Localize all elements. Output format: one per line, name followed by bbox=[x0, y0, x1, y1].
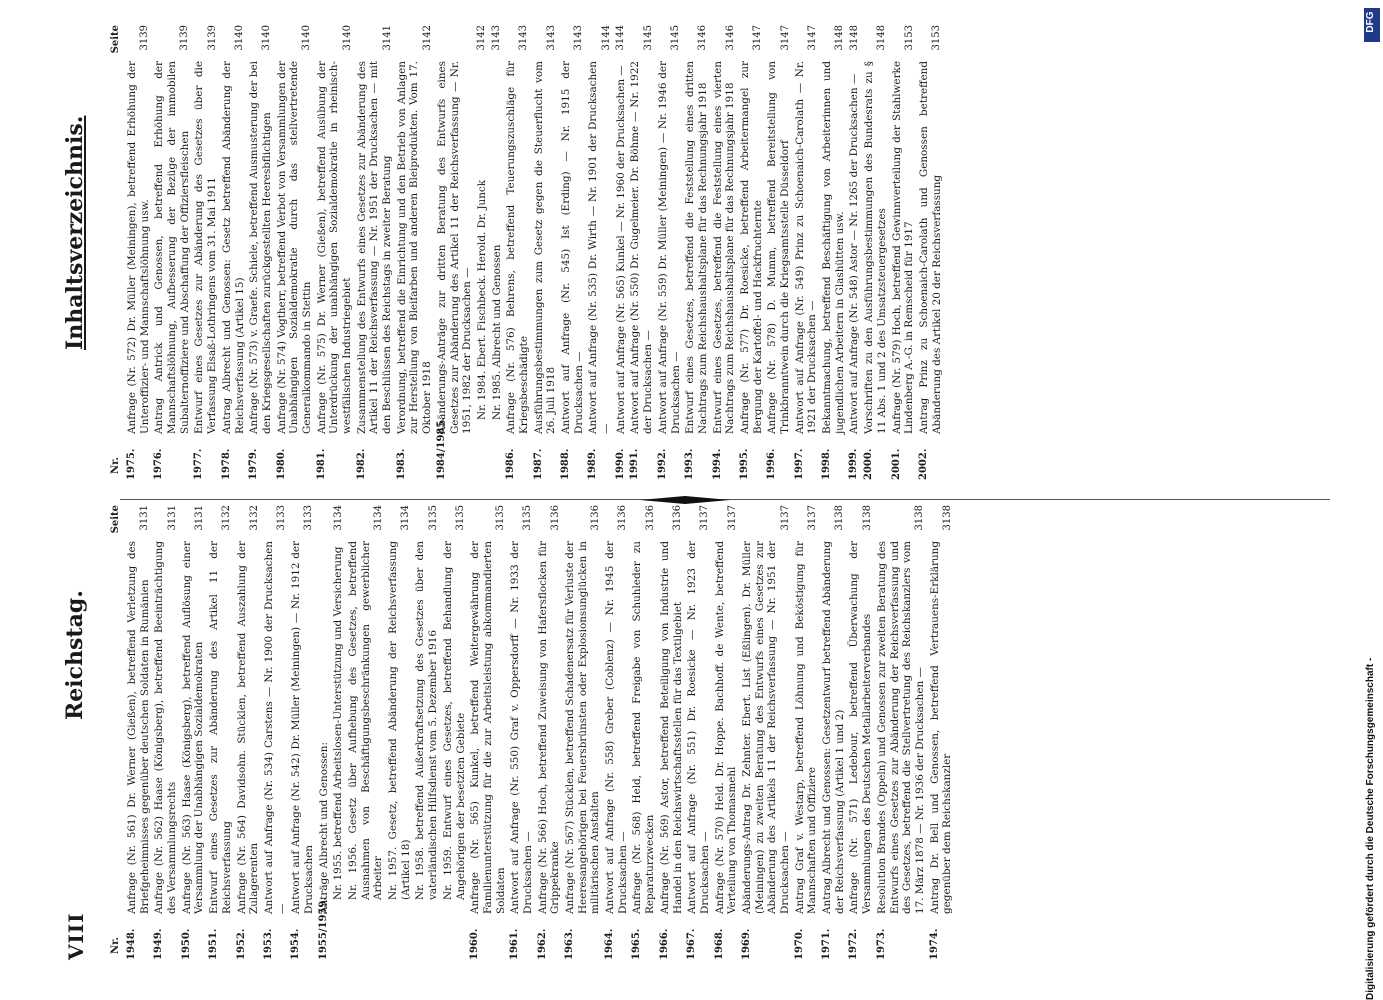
toc-entry bbox=[509, 505, 534, 960]
toc-entry bbox=[476, 25, 489, 480]
toc-entry bbox=[505, 25, 530, 480]
entry-number: 1951. bbox=[208, 928, 220, 960]
toc-entry bbox=[263, 505, 288, 960]
entry-page: 3148 bbox=[848, 25, 860, 51]
entry-number: 1971. bbox=[821, 928, 833, 960]
toc-entry bbox=[153, 505, 178, 960]
entry-page: 3135 bbox=[495, 505, 507, 531]
toc-entry bbox=[876, 505, 927, 960]
entry-number: 1961. bbox=[509, 928, 521, 960]
toc-entry bbox=[629, 25, 654, 480]
toc-entry bbox=[891, 25, 916, 480]
entry-text: Anträge Albrecht und Genossen: bbox=[317, 742, 330, 914]
entry-page: 3140 bbox=[261, 25, 273, 51]
toc-entry bbox=[741, 505, 792, 960]
entry-page: 3136 bbox=[549, 505, 561, 531]
entry-page: 3138 bbox=[914, 505, 926, 531]
toc-entry bbox=[604, 505, 629, 960]
toc-entry bbox=[918, 25, 943, 480]
entry-page: 3148 bbox=[834, 25, 846, 51]
entry-text: Antwort auf Anfrage (Nr. 565) Kunkel — Nr. 1960 der Drucksachen — bbox=[614, 65, 627, 434]
entry-page: 3136 bbox=[589, 505, 601, 531]
entry-page: 3131 bbox=[166, 505, 178, 531]
entry-page: 3140 bbox=[301, 25, 313, 51]
entry-page: 3139 bbox=[179, 25, 191, 51]
dfg-logo bbox=[1364, 8, 1380, 42]
entry-text: Anfrage (Nr. 571) Ledebour, betreffend Überwachung der Versammlungen des Deutschen Metallarbeiterverbandes bbox=[848, 541, 874, 914]
entry-page: 3135 bbox=[427, 505, 439, 531]
entry-text: Vorschriften zu den Ausführungsbestimmungen des Bundesrats zu § 11 Abs. 1 und 2 des Umsatzsteuergesetzes bbox=[863, 61, 888, 434]
toc-entry bbox=[848, 505, 873, 960]
entry-number: 1996. bbox=[766, 448, 778, 480]
entry-text: Antwort auf Anfrage (Nr. 550) Dr. Gugelmeier. Dr. Böhme — Nr. 1922 der Drucksachen — bbox=[629, 61, 655, 434]
entry-page: 3146 bbox=[724, 25, 736, 51]
toc-entry bbox=[436, 25, 474, 480]
entry-text: Antwort auf Anfrage (Nr. 548) Astor — Nr. 1265 der Drucksachen — bbox=[848, 73, 861, 434]
entry-page: 3147 bbox=[806, 25, 818, 51]
entry-text: Antrag Albrecht und Genossen: Gesetz betreffend Abänderung der Reichsverfassung (Artikel 15) bbox=[220, 61, 246, 434]
entry-number: 1979. bbox=[248, 448, 260, 480]
toc-entry bbox=[248, 25, 273, 480]
entry-text: Antwort auf Anfrage (Nr. 549) Prinz zu Schoenaich-Carolath — Nr. 1921 der Drucksachen — bbox=[793, 61, 819, 434]
entry-text: Anfrage (Nr. 568) Held, betreffend Freigabe von Schuhleder zu Reparaturzwecken bbox=[631, 541, 657, 914]
toc-entry bbox=[794, 505, 819, 960]
entry-page: 3145 bbox=[642, 25, 654, 51]
entry-number: 1989. bbox=[587, 448, 599, 480]
toc-entry bbox=[821, 505, 846, 960]
toc-entry bbox=[318, 505, 331, 960]
entry-page: 3138 bbox=[834, 505, 846, 531]
entry-number: 1953. bbox=[262, 928, 274, 960]
entry-number: 1984/1985. bbox=[435, 417, 447, 480]
entry-page: 3136 bbox=[672, 505, 683, 531]
entry-number: 1980. bbox=[275, 448, 287, 480]
toc-entry bbox=[739, 25, 764, 480]
toc-entry bbox=[276, 25, 314, 480]
toc-entry bbox=[396, 25, 434, 480]
toc-entry bbox=[387, 505, 412, 960]
toc-entry bbox=[714, 505, 739, 960]
digitization-credit: Digitalisierung gefördert durch die Deutsche Forschungsgemeinschaft - bbox=[1365, 657, 1376, 1000]
toc-entry bbox=[126, 505, 151, 960]
entry-number: 1998. bbox=[821, 448, 833, 480]
entry-page: 3131 bbox=[139, 505, 151, 531]
entry-list-right bbox=[126, 25, 943, 480]
entry-page: 3144 bbox=[600, 25, 612, 51]
entry-page: 3135 bbox=[455, 505, 466, 531]
toc-entry bbox=[564, 505, 602, 960]
toc-entry bbox=[929, 505, 954, 960]
entry-page: 3153 bbox=[931, 25, 943, 51]
entry-page: 3148 bbox=[876, 25, 888, 51]
entry-text: Anfrage (Nr. 570) Held. Dr. Hoppe. Bachhoff. de Wente, betreffend Verteilung von Thomasmehl bbox=[713, 541, 739, 914]
entry-page: 3137 bbox=[699, 505, 711, 531]
toc-entry bbox=[766, 25, 791, 480]
entry-text: Nr. 1956. Gesetz über Aufhebung des Gesetzes, betreffend Ausnahmen von Beschäftigungsbeschränkungen gewerblicher Arbeiter bbox=[347, 541, 385, 900]
entry-text: Anfrage (Nr. 565) Kunkel, betreffend Weitergewährung der Familienunterstützung für die zur Arbeitsleistung abkommandierten Soldaten bbox=[469, 541, 507, 914]
entry-text: Antwort auf Anfrage (Nr. 559) Dr. Müller (Meiningen) — Nr. 1946 der Drucksachen — bbox=[656, 61, 682, 434]
dfg-logo-text: DFG bbox=[1365, 11, 1376, 33]
toc-entry bbox=[193, 25, 218, 480]
entry-page: 3139 bbox=[206, 25, 218, 51]
toc-entry bbox=[794, 25, 819, 480]
entry-number: 1997. bbox=[793, 448, 805, 480]
entry-page: 3139 bbox=[139, 25, 151, 51]
entry-number: 1975. bbox=[126, 448, 137, 480]
toc-entry bbox=[560, 25, 585, 480]
entry-text: Anfrage (Nr. 562) Haase (Königsberg), betreffend Beeinträchtigung des Versammlungsrechts bbox=[153, 541, 179, 914]
toc-entry bbox=[631, 505, 656, 960]
page-header bbox=[60, 40, 96, 960]
entry-number: 1992. bbox=[656, 448, 668, 480]
toc-entry bbox=[657, 25, 682, 480]
entry-text: Nr. 1958. betreffend Außerkraftsetzung des Gesetzes über den vaterländischen Hilfsdienst vom 5. Dezember 1916 bbox=[414, 541, 440, 900]
entry-text: Anfrage (Nr. 573) v. Graefe. Schiele, betreffend Ausmusterung der bei den Kriegsgesellschaften zurückgestellten Heeresbflichtigen bbox=[248, 61, 273, 434]
entry-number: 1960. bbox=[469, 928, 481, 960]
entry-page: 3143 bbox=[573, 25, 585, 51]
entry-text: Abänderungs-Antrag Dr. Zehnter. Ebert. List (Eßlingen). Dr. Müller (Meiningen) zu zweiten Beratung des Entwurfs eines Gesetzes zur Abänderung des Artikels 11 der Reichsverfassung — Nr. 1951 der Drucksachen — bbox=[740, 541, 791, 914]
entry-page: 3134 bbox=[400, 505, 412, 531]
toc-entry bbox=[537, 505, 562, 960]
entry-text: Antrag Antrick und Genossen, betreffend Erhöhung der Mannschaftslöhnung, Aufbesserung der Bezüge der immobilen Subalternoffiziere und Abschaffung der Offiziersfleischen bbox=[153, 61, 191, 434]
toc-entry bbox=[126, 25, 151, 480]
entry-number: 1950. bbox=[180, 928, 192, 960]
toc-entry bbox=[684, 25, 709, 480]
entry-number: 1987. bbox=[532, 448, 544, 480]
entry-page: 3136 bbox=[644, 505, 656, 531]
entry-number: 1948. bbox=[126, 928, 137, 960]
entry-page: 3142 bbox=[476, 25, 488, 51]
entry-text: Anfrage (Nr. 572) Dr. Müller (Meiningen), betreffend Erhöhung der Unteroffizier- und Mannschaftslöhnung usw. bbox=[126, 61, 151, 434]
seite-heading: Seite bbox=[110, 25, 121, 54]
entry-page: 3133 bbox=[276, 505, 288, 531]
entry-page: 3137 bbox=[806, 505, 818, 531]
toc-entry bbox=[533, 25, 558, 480]
entry-page: 3153 bbox=[903, 25, 915, 51]
entry-number: 1962. bbox=[536, 928, 548, 960]
entry-page: 3132 bbox=[221, 505, 233, 531]
entry-text: Anfrage (Nr. 576) Behrens, betreffend Teuerungszuschläge für Kriegsbeschädigte bbox=[505, 61, 530, 434]
entry-page: 3131 bbox=[193, 505, 205, 531]
entry-page: 3137 bbox=[726, 505, 738, 531]
entry-number: 1978. bbox=[220, 448, 232, 480]
entry-number: 1967. bbox=[686, 928, 698, 960]
entry-number: 1973. bbox=[875, 928, 887, 960]
header-title-left: Reichstag. bbox=[62, 590, 88, 720]
toc-entry bbox=[615, 25, 628, 480]
entry-text: Nr. 1984. Ebert. Fischbeck. Herold. Dr. Junck bbox=[475, 179, 488, 420]
entry-page: 3142 bbox=[421, 25, 433, 51]
entry-page: 3137 bbox=[779, 505, 791, 531]
entry-page: 3143 bbox=[491, 25, 503, 51]
entry-number: 1964. bbox=[604, 928, 616, 960]
toc-entry bbox=[356, 25, 394, 480]
nr-heading: Nr. bbox=[110, 937, 121, 954]
entry-page: 3135 bbox=[522, 505, 534, 531]
entry-text: Antrag Dr. Bell und Genossen, betreffend Vertrauens-Erklärung gegenüber dem Reichskanzler bbox=[928, 541, 954, 914]
entry-number: 1952. bbox=[235, 928, 247, 960]
entry-text: Anfrage (Nr. 566) Hoch, betreffend Zuweisung von Hafersflocken für Grippekranke bbox=[536, 541, 562, 914]
entry-number: 1982. bbox=[355, 448, 367, 480]
entry-text: Antwort auf Anfrage (Nr. 558) Greber (Coblenz) — Nr. 1945 der Drucksachen — bbox=[604, 541, 629, 914]
entry-number: 1955/1959. bbox=[317, 897, 329, 960]
entry-text: Entwurf eines Gesetzes zur Abänderung des Gesetzes über die Verfassung Elsaß-Lothringens vom 31. Mai 1911 bbox=[193, 61, 219, 434]
entry-number: 1995. bbox=[738, 448, 750, 480]
entry-page: 3132 bbox=[248, 505, 260, 531]
entry-number: 1994. bbox=[711, 448, 723, 480]
entry-number: 1983. bbox=[395, 448, 407, 480]
entry-text: Antwort auf Anfrage (Nr. 551) Dr. Roesicke — Nr. 1923 der Drucksachen — bbox=[686, 541, 711, 914]
entry-page: 3138 bbox=[941, 505, 953, 531]
entry-text: Anfrage (Nr. 579) Hoch, betreffend Gewinnverteilung der Stahlwerke Lindenberg A.-G. in Remscheid für 1917 bbox=[890, 61, 916, 434]
entry-text: Ausführungsbestimmungen zum Gesetz gegen die Steuerflucht vom 26. Juli 1918 bbox=[532, 61, 558, 434]
entry-text: Anfrage (Nr. 567) Stücklen, betreffend Schadenersatz für Verluste der Heeresangehörigen bei Feuersbrünsten oder Explosionsunglücken in militärischen Anstalten bbox=[564, 541, 602, 914]
entry-number: 1968. bbox=[713, 928, 725, 960]
toc-entry bbox=[863, 25, 888, 480]
entry-number: 1970. bbox=[793, 928, 805, 960]
entry-page: 3134 bbox=[372, 505, 384, 531]
entry-text: Verordnung, betreffend die Einrichtung und den Betrieb von Anlagen zur Herstellung von Bleifarben und anderen Bleiprodukten. Vom 17. Oktober 1918 bbox=[395, 61, 434, 434]
entry-text: Antrag Prinz zu Schoenaich-Carolath und Genossen betreffend Abänderung des Artikel 20 der Reichsverfassung bbox=[917, 61, 943, 434]
toc-entry bbox=[686, 505, 711, 960]
entry-text: Abänderungs-Anträge zur dritten Beratung des Entwurfs eines Gesetzes zur Abänderung des Artikel 11 der Reichsverfassung — Nr. 1951, 1982 der Drucksachen — bbox=[435, 61, 474, 434]
toc-entry bbox=[442, 505, 467, 960]
entry-number: 1949. bbox=[153, 928, 165, 960]
entry-number: 1976. bbox=[153, 448, 165, 480]
entry-number: 1981. bbox=[315, 448, 327, 480]
entry-page: 3147 bbox=[752, 25, 764, 51]
entry-page: 3134 bbox=[332, 505, 344, 531]
toc-entry bbox=[712, 25, 737, 480]
entry-text: Entwurf eines Gesetzes zur Abänderung des Artikel 11 der Reichsverfassung bbox=[208, 541, 233, 914]
left-column bbox=[108, 505, 1348, 960]
entry-number: 1963. bbox=[564, 928, 575, 960]
entry-page: 3141 bbox=[381, 25, 393, 51]
entry-text: Antrag Graf v. Westarp, betreffend Löhnung und Beköstigung für Mannschaften und Offiziere bbox=[793, 541, 819, 914]
entry-number: 1972. bbox=[848, 928, 860, 960]
entry-page: 3133 bbox=[303, 505, 315, 531]
entry-number: 1966. bbox=[658, 928, 670, 960]
entry-list-left bbox=[126, 505, 954, 960]
entry-number: 1990. bbox=[614, 448, 626, 480]
entry-number: 1954. bbox=[290, 928, 302, 960]
toc-entry bbox=[208, 505, 233, 960]
entry-number: 1991. bbox=[629, 448, 641, 480]
entry-page: 3147 bbox=[779, 25, 791, 51]
entry-text: Antwort auf Anfrage (Nr. 535) Dr. Wirth — Nr. 1901 der Drucksachen — bbox=[587, 61, 613, 434]
header-title-right: Inhaltsverzeichnis. bbox=[62, 115, 88, 350]
column-header bbox=[108, 25, 126, 480]
toc-entry bbox=[332, 505, 345, 960]
entry-text: Anfrage (Nr. 569) Astor, betreffend Beteiligung von Industrie und Handel in den Reichswirtschaftsstellen für das Textilgebiet bbox=[658, 541, 684, 914]
toc-entry bbox=[491, 25, 504, 480]
toc-entry bbox=[469, 505, 507, 960]
entry-number: 2002. bbox=[917, 448, 929, 480]
entry-text: Anfrage (Nr. 577) Dr. Roesicke, betreffend Arbeitermangel zur Bergung der Kartoffel- und Hackfruchternte bbox=[738, 61, 764, 434]
entry-number: 1986. bbox=[505, 448, 517, 480]
entry-text: Antwort auf Anfrage (Nr. 545) Ist (Erding) — Nr. 1915 der Drucksachen — bbox=[560, 61, 585, 434]
toc-entry bbox=[236, 505, 261, 960]
entry-text: Anfrage (Nr. 561) Dr. Werner (Gießen), betreffend Verletzung des Briefgeheimnisses gegenüber deutschen Soldaten in Rumänien bbox=[126, 541, 151, 914]
entry-page: 3136 bbox=[617, 505, 629, 531]
entry-text: Entwurf eines Gesetzes, betreffend die Feststellung eines vierten Nachtrags zum Reichshaushaltsplane für das Rechnungsjahr 1918 bbox=[711, 61, 737, 434]
entry-text: Bekanntmachung, betreffend Beschäftigung von Arbeiterinnen und jugendlichen Arbeitern in Glashütten usw. bbox=[821, 61, 846, 434]
toc-entry bbox=[316, 25, 354, 480]
entry-text: Anfrage (Nr. 578) D. Mumm, betreffend Bereitstellung von Trinkbranntwein durch die Kriegsamtsstelle Düsseldorf bbox=[766, 61, 791, 434]
entry-text: Resolution Brandes (Oppeln) und Genossen zur zweiten Beratung des Entwurfs eines Gesetzes zur Abänderung der Reichsverfassung und des Gesetzes, betreffend die Stellvertretung des Reichskanzlers vom 17. März 1878 — Nr. 1936 der Drucksachen — bbox=[875, 541, 926, 914]
toc-entry bbox=[153, 25, 191, 480]
seite-heading: Seite bbox=[110, 505, 121, 534]
entry-number: 1977. bbox=[193, 448, 205, 480]
entry-text: Antwort auf Anfrage (Nr. 550) Graf v. Oppersdorff — Nr. 1933 der Drucksachen — bbox=[509, 541, 534, 914]
entry-text: Anfrage (Nr. 564) Davidsohn. Stücklen, betreffend Auszahlung der Zulagerenten bbox=[235, 541, 261, 914]
column-header bbox=[108, 505, 126, 960]
toc-entry bbox=[587, 25, 612, 480]
entry-page: 3146 bbox=[697, 25, 709, 51]
nr-heading: Nr. bbox=[110, 457, 121, 474]
entry-text: Nr. 1985. Albrecht und Genossen bbox=[490, 244, 503, 420]
entry-text: Anfrage (Nr. 574) Vogtherr, betreffend Verbot von Versammlungen der Unabhängigen Sozialdemokratie durch das stellvertretende Generalkommando in Stettin bbox=[275, 61, 313, 434]
entry-number: 1993. bbox=[684, 448, 696, 480]
toc-entry bbox=[821, 25, 846, 480]
entry-text: Nr. 1957. Gesetz, betreffend Abänderung der Reichsverfassung (Artikel 18) bbox=[387, 541, 412, 900]
toc-entry bbox=[414, 505, 439, 960]
entry-number: 1988. bbox=[560, 448, 571, 480]
entry-text: Antwort auf Anfrage (Nr. 542) Dr. Müller (Meiningen) — Nr. 1912 der Drucksachen bbox=[290, 541, 315, 914]
entry-number: 2000. bbox=[863, 448, 875, 480]
entry-page: 3145 bbox=[670, 25, 681, 51]
entry-text: Entwurf eines Gesetzes, betreffend die Feststellung eines dritten Nachtrags zum Reichshaushaltsplane für das Rechnungsjahr 1918 bbox=[684, 61, 709, 434]
entry-page: 3143 bbox=[518, 25, 530, 51]
entry-page: 3140 bbox=[234, 25, 245, 51]
entry-text: Anfrage (Nr. 575) Dr. Werner (Gießen), betreffend Ausübung der Unterdrückung der unabhängigen Sozialdemokratie in rheinisch-westfälischen Industriegebiet bbox=[315, 61, 353, 434]
entry-text: Anfrage (Nr. 563) Haase (Königsberg), betreffend Auflösung einer Versammlung der Unabhängigen Sozialdemokraten bbox=[180, 541, 206, 914]
entry-text: Antwort auf Anfrage (Nr. 534) Carstens — Nr. 1900 der Drucksachen — bbox=[262, 541, 288, 914]
binding-mark bbox=[640, 496, 730, 504]
entry-number: 1974. bbox=[928, 928, 940, 960]
entry-text: Zusammenstellung des Entwurfs eines Gesetzes zur Abänderung des Artikel 11 der Reichsverfassung — Nr. 1951 der Drucksachen — mit den Beschlüssen des Reichstags in zweiter Beratung bbox=[355, 61, 394, 434]
entry-number: 2001. bbox=[890, 448, 902, 480]
entry-text: Antrag Albrecht und Genossen: Gesetzentwurf betreffend Abänderung der Reichsverfassung (Artikel 1 und 2) bbox=[821, 541, 846, 914]
toc-entry bbox=[347, 505, 385, 960]
page-number: VIII bbox=[64, 912, 88, 960]
entry-page: 3143 bbox=[545, 25, 557, 51]
entry-page: 3144 bbox=[615, 25, 627, 51]
entry-number: 1999. bbox=[848, 448, 860, 480]
toc-entry bbox=[181, 505, 206, 960]
entry-number: 1969. bbox=[740, 928, 752, 960]
entry-text: Nr. 1955. betreffend Arbeitslosen-Unterstützung und Versicherung bbox=[332, 546, 345, 900]
entry-number: 1965. bbox=[631, 928, 643, 960]
toc-entry bbox=[848, 25, 861, 480]
toc-entry bbox=[290, 505, 315, 960]
entry-text: Nr. 1959. Entwurf eines Gesetzes, betreffend Behandlung der Angehörigen der besetzten Gebiete bbox=[441, 541, 467, 900]
toc-entry bbox=[659, 505, 684, 960]
right-column bbox=[108, 25, 1348, 480]
toc-entry bbox=[221, 25, 246, 480]
entry-page: 3138 bbox=[861, 505, 873, 531]
entry-page: 3140 bbox=[341, 25, 353, 51]
